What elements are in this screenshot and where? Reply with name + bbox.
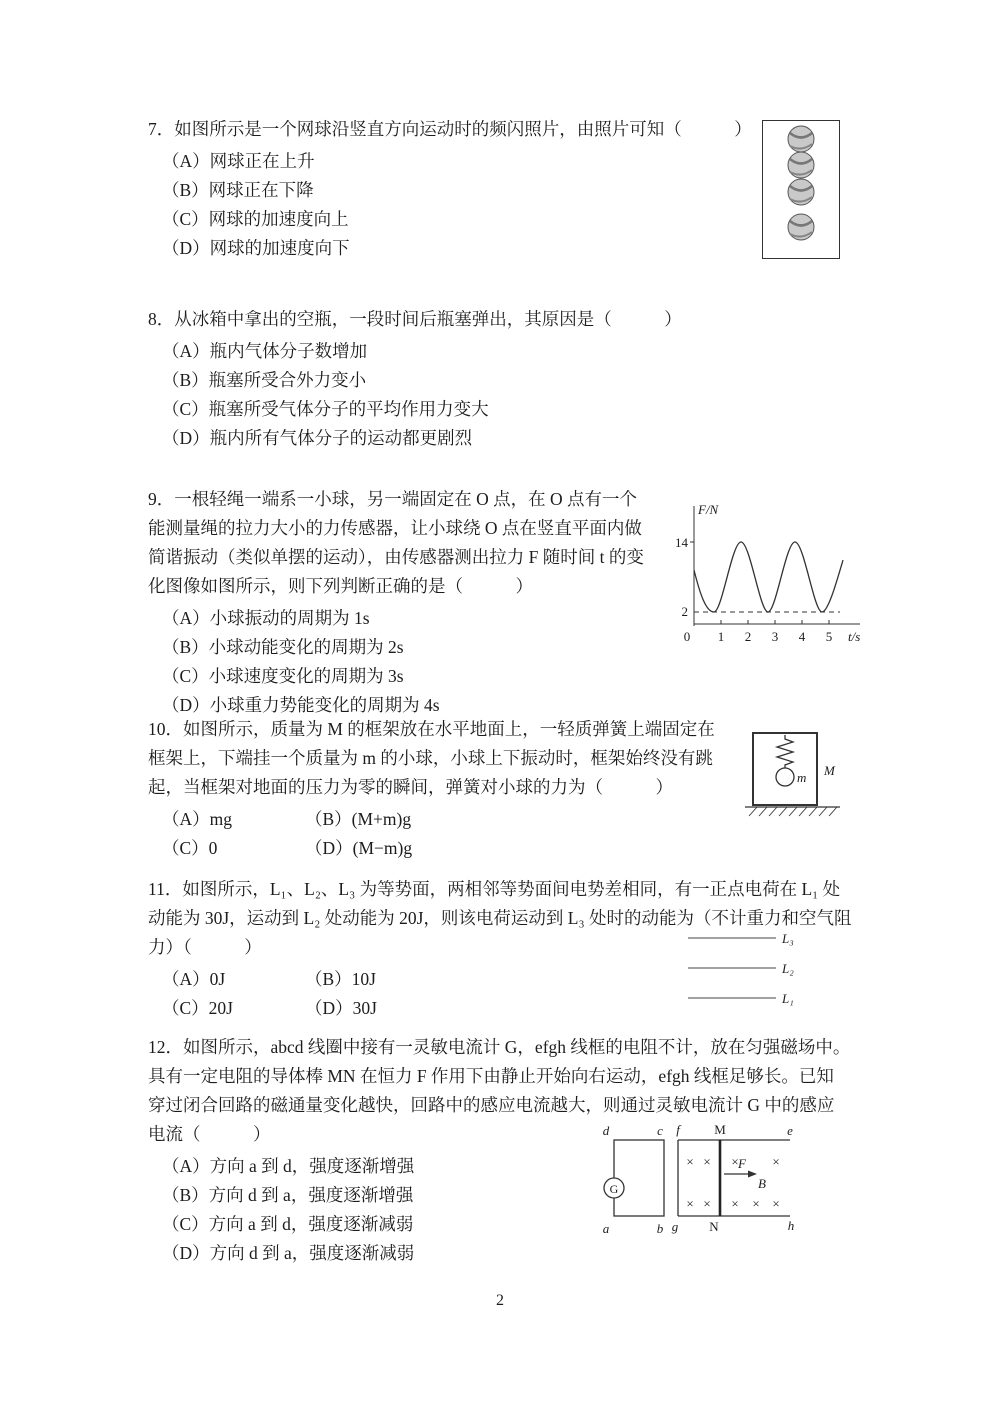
coil-abcd <box>614 1140 664 1216</box>
flux-cross: × <box>731 1196 739 1211</box>
question-7-text: 7．如图所示是一个网球沿竖直方向运动时的频闪照片，由照片可知（ ） <box>148 119 752 139</box>
y-tick-2: 2 <box>681 604 688 619</box>
question-9 <box>148 485 668 720</box>
tennis-ball-1 <box>788 126 814 152</box>
question-9-option-b: （B）小球动能变化的周期为 2s <box>162 637 404 657</box>
question-9-text-line: 简谐振动（类似单摆的运动），由传感器测出拉力 F 随时间 t 的变 <box>148 547 644 567</box>
x-tick-2: 2 <box>744 629 752 644</box>
question-9-option-a: （A）小球振动的周期为 1s <box>162 608 370 628</box>
force-arrowhead <box>748 1171 757 1178</box>
force-curve <box>694 542 843 612</box>
flux-cross: × <box>703 1196 711 1211</box>
question-11-option-d: （D）30J <box>305 998 377 1018</box>
question-8-option-d: （D）瓶内所有气体分子的运动都更剧烈 <box>162 428 473 448</box>
question-12-option-d: （D）方向 d 到 a，强度逐渐减弱 <box>162 1243 415 1263</box>
corner-label-b: b <box>656 1221 664 1236</box>
flux-cross: × <box>703 1154 711 1169</box>
spring <box>777 735 793 768</box>
x-tick-5: 5 <box>825 629 833 644</box>
flux-cross: × <box>731 1154 739 1169</box>
ball <box>776 768 794 786</box>
corner-label-g: g <box>671 1219 679 1234</box>
question-7-option-c: （C）网球的加速度向上 <box>162 209 349 229</box>
question-10 <box>148 715 738 863</box>
figure-circuit-diagram <box>590 1122 795 1245</box>
flux-cross: × <box>772 1154 780 1169</box>
question-12-option-b: （B）方向 d 到 a，强度逐渐增强 <box>162 1185 414 1205</box>
figure-equipotential-lines <box>688 928 806 1013</box>
field-label: B <box>758 1176 766 1191</box>
question-8-option-b: （B）瓶塞所受合外力变小 <box>162 370 367 390</box>
question-12-text-line: 具有一定电阻的导体棒 MN 在恒力 F 作用下由静止开始向右运动，efgh 线框足够长。已知 <box>148 1066 834 1086</box>
question-8-option-a: （A）瓶内气体分子数增加 <box>162 341 368 361</box>
corner-label-h: h <box>787 1218 795 1233</box>
question-11-text-line: 力）（ ） <box>148 937 262 957</box>
question-10-option-d: （D）(M−m)g <box>305 838 413 858</box>
frame-box <box>753 733 817 805</box>
flux-cross: × <box>686 1196 694 1211</box>
equipotential-label-3: L₃ <box>782 931 794 946</box>
rod-label-m: M <box>714 1122 726 1137</box>
question-12-option-c: （C）方向 a 到 d，强度逐渐减弱 <box>162 1214 414 1234</box>
question-8 <box>148 305 848 453</box>
question-7 <box>148 115 752 263</box>
question-8-text: 8．从冰箱中拿出的空瓶，一段时间后瓶塞弹出，其原因是（ ） <box>148 309 682 329</box>
question-9-text-line: 9．一根轻绳一端系一小球，另一端固定在 O 点，在 O 点有一个 <box>148 489 638 509</box>
ball-mass-label: m <box>797 770 807 785</box>
ground-hatching <box>749 807 837 816</box>
flux-cross: × <box>772 1196 780 1211</box>
x-tick-0: 0 <box>683 629 691 644</box>
x-axis-label: t/s <box>848 629 861 644</box>
force-label: F <box>738 1156 746 1171</box>
question-7-option-b: （B）网球正在下降 <box>162 180 314 200</box>
x-tick-3: 3 <box>771 629 779 644</box>
question-11-text-line: 动能为 30J，运动到 L₂ 处动能为 20J，则该电荷运动到 L₃ 处时的动能为（不计重力和空气阻 <box>148 908 852 928</box>
question-11-option-b: （B）10J <box>305 969 376 989</box>
question-11-option-c: （C）20J <box>162 998 233 1018</box>
page-number: 2 <box>496 1292 504 1309</box>
question-9-option-d: （D）小球重力势能变化的周期为 4s <box>162 695 440 715</box>
x-tick-1: 1 <box>717 629 725 644</box>
question-7-option-a: （A）网球正在上升 <box>162 151 315 171</box>
frame-mass-label: M <box>824 763 835 778</box>
question-10-text-line: 框架上，下端挂一个质量为 m 的小球，小球上下振动时，框架始终没有跳 <box>148 748 713 768</box>
tennis-ball-2 <box>788 152 814 178</box>
question-11-option-a: （A）0J <box>162 969 226 989</box>
flux-cross: × <box>686 1154 694 1169</box>
question-9-option-c: （C）小球速度变化的周期为 3s <box>162 666 404 686</box>
corner-label-a: a <box>602 1221 610 1236</box>
galvanometer-label: G <box>609 1182 619 1196</box>
figure-spring-frame <box>745 730 840 835</box>
tennis-ball-4 <box>788 214 814 240</box>
question-12-text-line: 电流（ ） <box>148 1124 271 1144</box>
question-9-text-line: 能测量绳的拉力大小的力传感器，让小球绕 O 点在竖直平面内做 <box>148 518 642 538</box>
corner-label-f: f <box>676 1122 680 1137</box>
corner-label-c: c <box>657 1123 663 1138</box>
equipotential-label-1: L₁ <box>782 991 794 1006</box>
figure-strobe-photo <box>762 120 840 264</box>
rod-label-n: N <box>709 1219 719 1234</box>
question-12-text-line: 12．如图所示，abcd 线圈中接有一灵敏电流计 G，efgh 线框的电阻不计，放在匀强磁场中。 <box>148 1037 851 1057</box>
question-8-option-c: （C）瓶塞所受气体分子的平均作用力变大 <box>162 399 489 419</box>
question-11-text-line: 11．如图所示，L₁、L₂、L₃ 为等势面，两相邻等势面间电势差相同，有一正点电荷在 L₁ 处 <box>148 879 841 899</box>
figure-force-time-graph <box>672 498 867 661</box>
question-10-text-line: 起，当框架对地面的压力为零的瞬间，弹簧对小球的力为（ ） <box>148 777 673 797</box>
equipotential-label-2: L₂ <box>782 961 794 976</box>
tennis-ball-3 <box>788 179 814 205</box>
question-9-text-line: 化图像如图所示，则下列判断正确的是（ ） <box>148 576 533 596</box>
y-axis-label: F/N <box>698 502 719 517</box>
x-tick-4: 4 <box>798 629 806 644</box>
corner-label-d: d <box>602 1123 610 1138</box>
flux-cross: × <box>752 1196 760 1211</box>
question-12-option-a: （A）方向 a 到 d，强度逐渐增强 <box>162 1156 415 1176</box>
question-12-text-line: 穿过闭合回路的磁通量变化越快，回路中的感应电流越大，则通过灵敏电流计 G 中的感应 <box>148 1095 835 1115</box>
question-10-option-a: （A）mg <box>162 809 232 829</box>
question-7-option-d: （D）网球的加速度向下 <box>162 238 350 258</box>
y-tick-14: 14 <box>675 535 688 550</box>
question-10-text-line: 10．如图所示，质量为 M 的框架放在水平地面上，一轻质弹簧上端固定在 <box>148 719 715 739</box>
question-10-option-b: （B）(M+m)g <box>305 809 412 829</box>
corner-label-e: e <box>787 1123 793 1138</box>
question-10-option-c: （C）0 <box>162 838 218 858</box>
